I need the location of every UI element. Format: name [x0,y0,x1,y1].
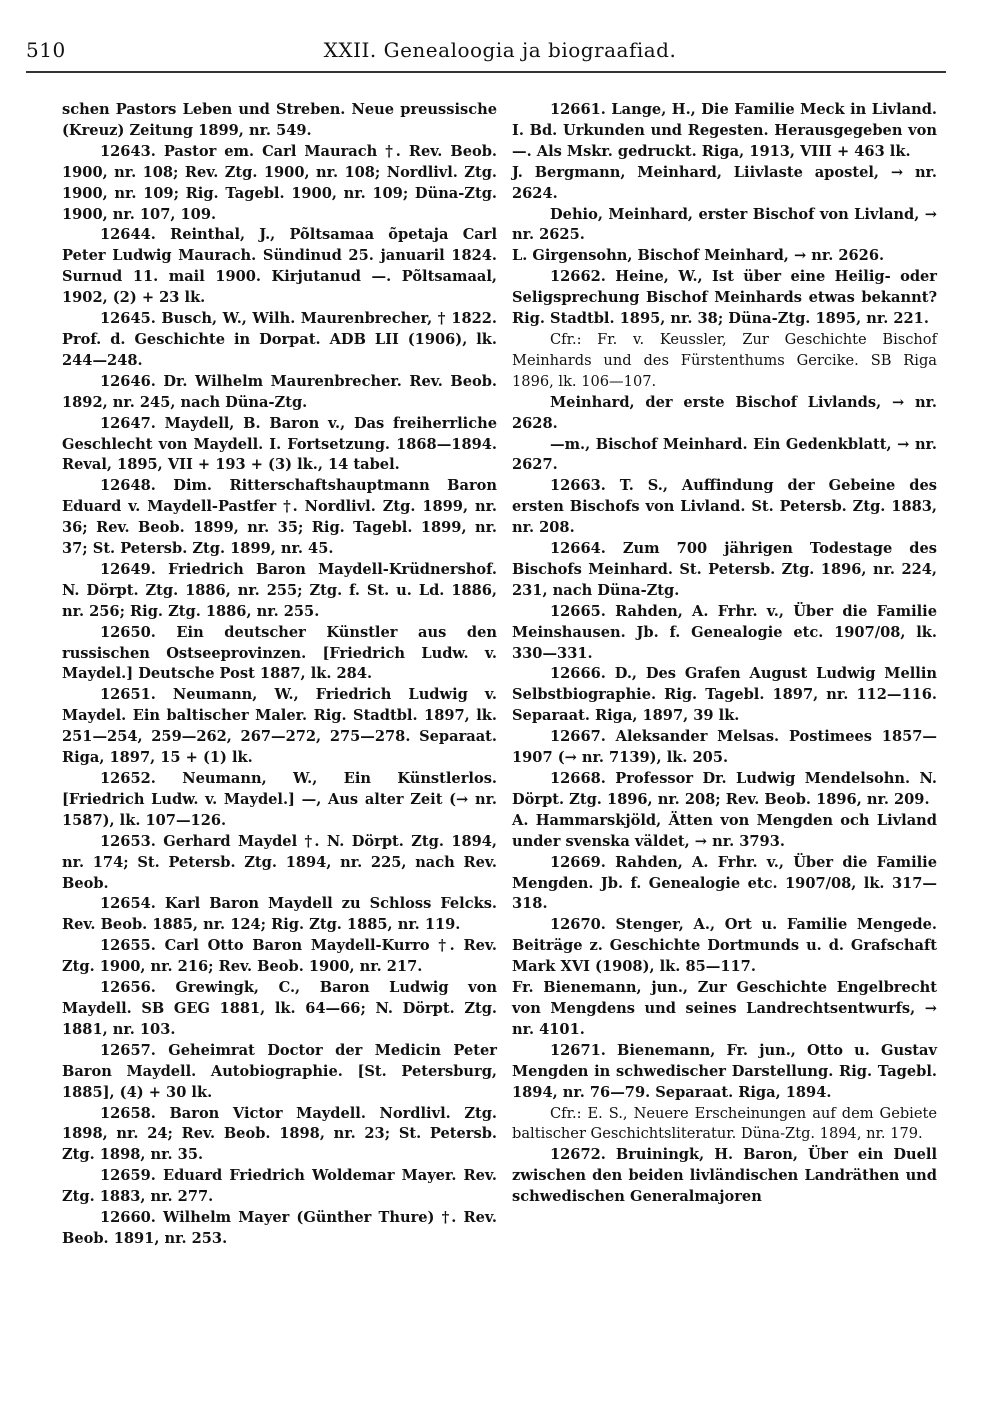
bibliography-entry: 12669. Rahden, A. Frhr. v., Über die Familie Mengden. Jb. f. Genealogie etc. 1907/08, lk. 317—318. [512,853,937,913]
bibliography-entry: 12657. Geheimrat Doctor der Medicin Peter Baron Maydell. Autobiographie. [St. Petersburg, 1885], (4) + 30 lk. [62,1041,497,1101]
bibliography-entry: schen Pastors Leben und Streben. Neue preussische (Kreuz) Zeitung 1899, nr. 549. [62,101,497,139]
bibliography-entry: 12646. Dr. Wilhelm Maurenbrecher. Rev. Beob. 1892, nr. 245, nach Düna-Ztg. [62,372,497,411]
bibliography-entry: 12660. Wilhelm Mayer (Günther Thure) †. Rev. Beob. 1891, nr. 253. [62,1209,497,1247]
bibliography-entry: —m., Bischof Meinhard. Ein Gedenkblatt, → nr. 2627. [512,435,937,474]
bibliography-entry: 12666. D., Des Grafen August Ludwig Mellin Selbstbiographie. Rig. Tagebl. 1897, nr. 112—116. Separaat. Riga, 1897, 39 lk. [512,665,937,725]
page-number: 510 [26,38,66,62]
bibliography-entry: 12667. Aleksander Melsas. Postimees 1857—1907 (→ nr. 7139), lk. 205. [512,728,937,767]
bibliography-entry: 12664. Zum 700 jährigen Todestage des Bischofs Meinhard. St. Petersb. Ztg. 1896, nr. 224, 231, nach Düna-Ztg. [512,540,937,599]
bibliography-entry: 12650. Ein deutscher Künstler aus den russischen Ostseeprovinzen. [Friedrich Ludw. v. Maydel.] Deutsche Post 1887, lk. 284. [62,623,497,683]
bibliography-entry: 12643. Pastor em. Carl Maurach †. Rev. Beob. 1900, nr. 108; Rev. Ztg. 1900, nr. 108; Nordlivl. Ztg. 1900, nr. 109; Rig. Tagebl. 1900, nr. 109; Düna-Ztg. 1900, nr. 107, 109. [62,142,497,223]
bibliography-entry: 12656. Grewingk, C., Baron Ludwig von Maydell. SB GEG 1881, lk. 64—66; N. Dörpt. Ztg. 1881, nr. 103. [62,979,497,1038]
bibliography-entry: 12672. Bruiningk, H. Baron, Über ein Duell zwischen den beiden livländischen Landräthen und schwedischen Generalmajoren [512,1146,937,1206]
bibliography-entry: 12654. Karl Baron Maydell zu Schloss Felcks. Rev. Beob. 1885, nr. 124; Rig. Ztg. 1885, nr. 119. [62,895,497,934]
bibliography-entry: 12671. Bienemann, Fr. jun., Otto u. Gustav Mengden in schwedischer Darstellung. Rig. Tagebl. 1894, nr. 76—79. Separaat. Riga, 1894. [512,1041,937,1101]
bibliography-entry: Fr. Bienemann, jun., Zur Geschichte Engelbrecht von Mengdens und seines Landrechtsentwurfs, → nr. 4101. [512,979,937,1038]
bibliography-entry: 12644. Reinthal, J., Põltsamaa õpetaja Carl Peter Ludwig Maurach. Sündinud 25. januaril 1824. Surnud 11. mail 1900. Kirjutanud —. Põltsamaal, 1902, (2) + 23 lk. [62,226,497,307]
bibliography-entry: 12668. Professor Dr. Ludwig Mendelsohn. N. Dörpt. Ztg. 1896, nr. 208; Rev. Beob. 1896, nr. 209. [512,770,937,808]
bibliography-entry: J. Bergmann, Meinhard, Liivlaste apostel, → nr. 2624. [512,163,937,202]
bibliography-entry: Cfr.: Fr. v. Keussler, Zur Geschichte Bischof Meinhards und des Fürstenthums Gercike. SB Riga 1896, lk. 106—107. [512,330,937,390]
bibliography-entry: 12670. Stenger, A., Ort u. Familie Mengede. Beiträge z. Geschichte Dortmunds u. d. Grafschaft Mark XVI (1908), lk. 85—117. [512,916,937,976]
bibliography-entry: A. Hammarskjöld, Ätten von Mengden och Livland under svenska väldet, → nr. 3793. [512,811,937,850]
bibliography-entry: 12651. Neumann, W., Friedrich Ludwig v. Maydel. Ein baltischer Maler. Rig. Stadtbl. 1897, lk. 251—254, 259—262, 267—272, 275—278. Separaat. Riga, 1897, 15 + (1) lk. [62,686,497,767]
bibliography-entry: 12648. Dim. Ritterschaftshauptmann Baron Eduard v. Maydell-Pastfer †. Nordlivl. Ztg. 1899, nr. 36; Rev. Beob. 1899, nr. 35; Rig. Tagebl. 1899, nr. 37; St. Petersb. Ztg. 1899, nr. 45. [62,477,497,558]
bibliography-entry: 12653. Gerhard Maydel †. N. Dörpt. Ztg. 1894, nr. 174; St. Petersb. Ztg. 1894, nr. 225, nach Rev. Beob. [62,832,497,892]
bibliography-entry: 12645. Busch, W., Wilh. Maurenbrecher, † 1822. Prof. d. Geschichte in Dorpat. ADB LII (1906), lk. 244—248. [62,310,497,369]
running-title: XXII. Genealoogia ja biograafiad. [323,38,677,62]
right-column [512,100,937,1208]
bibliography-entry: 12662. Heine, W., Ist über eine Heilig- oder Seligsprechung Bischof Meinhards etwas bekannt? Rig. Stadtbl. 1895, nr. 38; Düna-Ztg. 1895, nr. 221. [512,268,937,328]
bibliography-entry: 12658. Baron Victor Maydell. Nordlivl. Ztg. 1898, nr. 24; Rev. Beob. 1898, nr. 23; St. Petersb. Ztg. 1898, nr. 35. [62,1104,497,1164]
bibliography-entry: 12659. Eduard Friedrich Woldemar Mayer. Rev. Ztg. 1883, nr. 277. [62,1167,497,1206]
header-rule [26,71,946,73]
bibliography-entry: Meinhard, der erste Bischof Livlands, → nr. 2628. [512,393,937,432]
bibliography-entry: 12663. T. S., Auffindung der Gebeine des ersten Bischofs von Livland. St. Petersb. Ztg. 1883, nr. 208. [512,477,937,537]
bibliography-entry: Dehio, Meinhard, erster Bischof von Livland, → nr. 2625. [512,205,937,244]
bibliography-entry: Cfr.: E. S., Neuere Erscheinungen auf dem Gebiete baltischer Geschichtsliteratur. Düna-Ztg. 1894, nr. 179. [512,1104,937,1143]
bibliography-entry: 12652. Neumann, W., Ein Künstlerlos. [Friedrich Ludw. v. Maydel.] —, Aus alter Zeit (→ nr. 1587), lk. 107—126. [62,770,497,829]
bibliography-entry: 12647. Maydell, B. Baron v., Das freiherrliche Geschlecht von Maydell. I. Fortsetzung. 1868—1894. Reval, 1895, VII + 193 + (3) lk., 14 tabel. [62,414,497,474]
left-column [62,100,497,1250]
bibliography-entry: 12661. Lange, H., Die Familie Meck in Livland. I. Bd. Urkunden und Regesten. Herausgegeben von —. Als Mskr. gedruckt. Riga, 1913, VIII + 463 lk. [512,101,937,160]
bibliography-entry: 12665. Rahden, A. Frhr. v., Über die Familie Meinshausen. Jb. f. Genealogie etc. 1907/08, lk. 330—331. [512,602,937,662]
bibliography-entry: 12649. Friedrich Baron Maydell-Krüdnershof. N. Dörpt. Ztg. 1886, nr. 255; Ztg. f. St. u. Ld. 1886, nr. 256; Rig. Ztg. 1886, nr. 255. [62,560,497,620]
bibliography-entry: 12655. Carl Otto Baron Maydell-Kurro †. Rev. Ztg. 1900, nr. 216; Rev. Beob. 1900, nr. 217. [62,937,497,976]
bibliography-entry: L. Girgensohn, Bischof Meinhard, → nr. 2626. [512,247,885,265]
